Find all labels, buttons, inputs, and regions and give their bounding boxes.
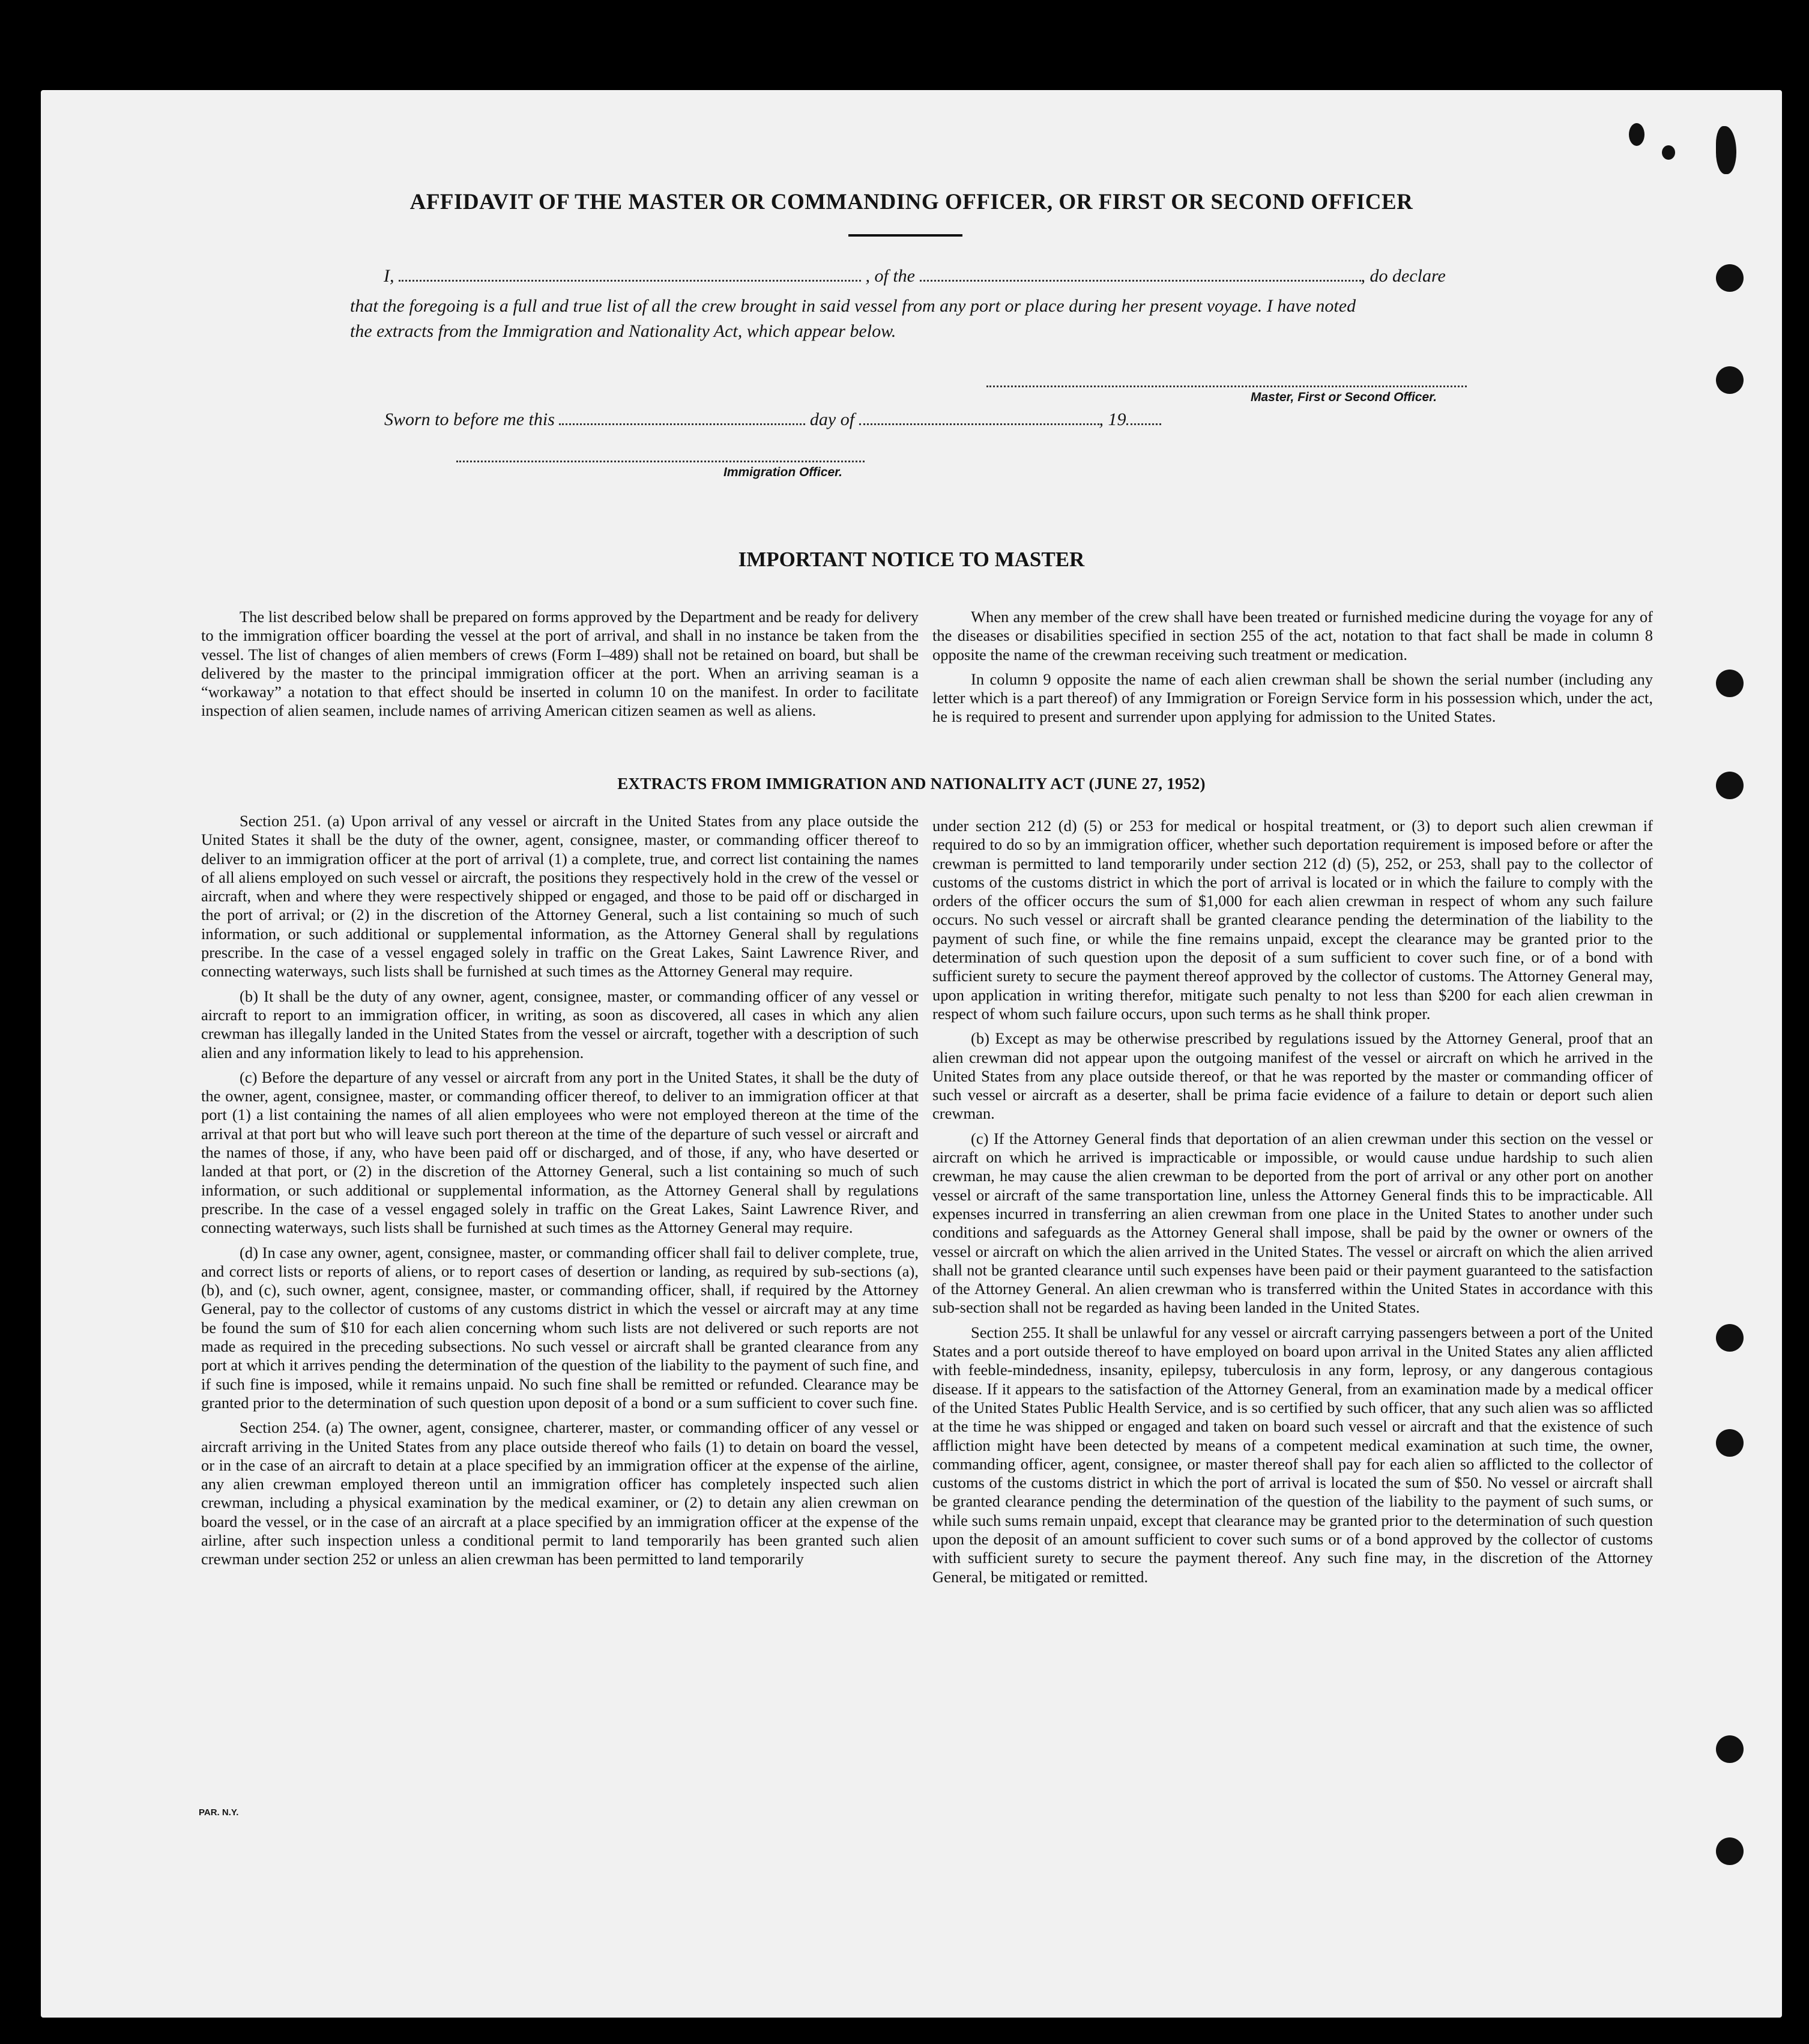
extracts-title: EXTRACTS FROM IMMIGRATION AND NATIONALITY ACT (JUNE 27, 1952)	[617, 775, 1206, 793]
extracts-left-column	[201, 812, 919, 1575]
punch-hole	[1716, 1837, 1744, 1865]
sworn-line	[384, 410, 1161, 430]
master-signature-label: Master, First or Second Officer.	[1251, 390, 1437, 404]
section-paragraph: Section 254. (a) The owner, agent, consignee, charterer, master, or commanding officer of any vessel or aircraft arriving in the United States from any place outside thereof who fails (1) to detain on board the vessel, or in the case of an aircraft to detain at a place specified by an immigration officer at the expense of the airline, any alien crewman employed thereon until an immigration officer has completely inspected such alien crewman, including a physical examination by the medical examiner, or (2) to detain any alien crewman on board the vessel, or in the case of an aircraft at a place specified by an immigration officer at the expense of the airline, after such inspection unless a conditional permit to land temporarily has been granted such alien crewman under section 252 or unless an alien crewman has been permitted to land temporarily	[201, 1418, 919, 1568]
notice-paragraph: The list described below shall be prepared on forms approved by the Department and be ready for delivery to the immigration officer boarding the vessel at the port of arrival, and shall in no instance be taken from the vessel. The list of changes of alien members of crews (Form I–489) shall not be retained on board, but shall be delivered by the master to the principal immigration officer at the port. When an arriving seaman is a “workaway” a notation to that effect should be inserted in column 10 on the manifest. In order to facilitate inspection of alien seamen, include names of arriving American citizen seamen as well as aliens.	[201, 608, 919, 720]
notice-paragraph: In column 9 opposite the name of each alien crewman shall be shown the serial number (including any letter which is a part thereof) of any Immigration or Foreign Service form in his possession which, under the act, he is required to present and surrender upon applying for admission to the United States.	[932, 670, 1653, 726]
section-paragraph: (c) If the Attorney General finds that deportation of an alien crewman under this section on the vessel or aircraft on which he arrived is impracticable or impossible, or would cause undue hardship to such alien crewman, he may cause the alien crewman to be deported from the port of arrival or any other port on another vessel or aircraft of the same transportation line, unless the Attorney General finds this to be impracticable. All expenses incurred in transferring an alien crewman from one place in the United States to another under such conditions and safeguards as the Attorney General shall impose, shall be paid by the owner or owners of the vessel or aircraft on which the alien arrived in the United States. The vessel or aircraft on which the alien arrived shall not be granted clearance until such expenses have been paid or their payment guaranteed to the satisfaction of the Attorney General. An alien crewman who is transferred within the United States in accordance with this sub-section shall not be regarded as having been landed in the United States.	[932, 1129, 1653, 1317]
of-the-label: , of the	[865, 266, 915, 286]
vessel-blank[interactable]	[920, 276, 1361, 282]
year-label: , 19	[1099, 410, 1126, 429]
sworn-year-blank[interactable]	[1126, 420, 1161, 425]
damage-mark	[1629, 123, 1644, 146]
declaration-line-2: that the foregoing is a full and true list of all the crew brought in said vessel from any port or place during her present voyage. I have noted	[350, 296, 1356, 316]
notice-right-column	[932, 608, 1653, 733]
punch-hole	[1716, 772, 1744, 799]
extracts-right-column	[932, 817, 1653, 1592]
notice-paragraph: When any member of the crew shall have been treated or furnished medicine during the voyage for any of the diseases or disabilities specified in section 255 of the act, notation to that fact shall be made in column 8 opposite the name of the crewman receiving such treatment or medication.	[932, 608, 1653, 664]
name-blank[interactable]	[399, 276, 861, 282]
immigration-officer-label: Immigration Officer.	[723, 465, 842, 479]
sworn-label: Sworn to before me this	[384, 410, 555, 429]
punch-hole	[1716, 1429, 1744, 1457]
day-of-label: day of	[809, 410, 855, 429]
section-paragraph: (b) Except as may be otherwise prescribed by regulations issued by the Attorney General, proof that an alien crewman did not appear upon the outgoing manifest of the vessel or aircraft on which he arrived in the United States from any place outside thereof, or that he was reported by the master or commanding officer of such vessel or aircraft as a deserter, shall be prima facie evidence of a failure to detain or deport such alien crewman.	[932, 1029, 1653, 1123]
punch-hole	[1716, 1324, 1744, 1352]
do-declare-label: , do declare	[1361, 266, 1446, 286]
punch-hole	[1716, 1735, 1744, 1763]
section-paragraph: (c) Before the departure of any vessel or aircraft from any port in the United States, it shall be the duty of the owner, agent, consignee, master, or commanding officer thereof, to deliver to an immigration officer at that port (1) a list containing the names of all alien employees who were not employed thereon at the time of the arrival at that port but who will leave such port thereon at the time of the departure of such vessel or aircraft and the names of those, if any, who have been paid off or discharged, and of those, if any, who have deserted or landed at that port, or (2) in the discretion of the Attorney General, such a list containing so much of such information, or such additional or supplemental information, as the Attorney General shall by regulations prescribe. In the case of a vessel engaged solely in traffic on the Great Lakes, Saint Lawrence River, and connecting waterways, such lists shall be furnished at such times as the Attorney General may require.	[201, 1068, 919, 1237]
section-paragraph: under section 212 (d) (5) or 253 for medical or hospital treatment, or (3) to deport such alien crewman if required to do so by an immigration officer, whether such deportation requirement is imposed before or after the crewman is permitted to land temporarily under section 212 (d) (5), 252, or 253, shall pay to the collector of customs of the customs district in which the port of arrival is located or in which the failure to comply with the orders of the officer occurs the sum of $1,000 for each alien crewman in respect of whom any such failure occurs. No such vessel or aircraft shall be granted clearance pending the determination of the liability to the payment of such fine, or while the fine remains unpaid, except the clearance may be granted prior to the determination of such question upon the deposit of a sum sufficient to cover such fine, or of a bond with sufficient surety to secure the payment thereof approved by the collector of customs. The Attorney General may, upon application in writing therefor, mitigate such penalty to not less than $200 for each alien crewman in respect of whom such failure occurs, upon such terms as he shall think proper.	[932, 817, 1653, 1023]
declaration-line-3: the extracts from the Immigration and Nationality Act, which appear below.	[350, 321, 896, 341]
notice-title: IMPORTANT NOTICE TO MASTER	[738, 548, 1085, 571]
section-paragraph: Section 255. It shall be unlawful for any vessel or aircraft carrying passengers between a port of the United States and a port outside thereof to have employed on board upon arrival in the United States any alien afflicted with feeble-mindedness, insanity, epilepsy, tuberculosis in any form, leprosy, or any dangerous contagious disease. If it appears to the satisfaction of the Attorney General, from an examination made by a medical officer of the United States Public Health Service, and is so certified by such officer, that any such alien was so afflicted at the time he was shipped or engaged and taken on board such vessel or aircraft and that the existence of such affliction might have been detected by means of a competent medical examination at such time, the owner, commanding officer, agent, consignee, or master thereof shall pay for each alien so afflicted to the collector of customs of the customs district in which the port of arrival is located the sum of $50. No vessel or aircraft shall be granted clearance pending the determination of the question of the liability to the payment of such sums, or while such sums remain unpaid, except that clearance may be granted prior to the determination of such question upon the deposit of an amount sufficient to cover such sums or of a bond approved by the collector of customs with sufficient surety to secure the payment thereof. Any such fine may, in the discretion of the Attorney General, be mitigated or remitted.	[932, 1323, 1653, 1586]
section-paragraph: Section 251. (a) Upon arrival of any vessel or aircraft in the United States from any place outside the United States it shall be the duty of the owner, agent, consignee, master, or commanding officer thereof to deliver to an immigration officer at the port of arrival (1) a complete, true, and correct list containing the names of all aliens employed on such vessel or aircraft, the positions they respectively hold in the crew of the vessel or aircraft, when and where they were respectively shipped or engaged, and those to be paid off or discharged in the port of arrival; or (2) in the discretion of the Attorney General, such a list containing so much of such information, or such additional or supplemental information, as the Attorney General shall by regulations prescribe. In the case of a vessel engaged solely in traffic on the Great Lakes, Saint Lawrence River, and connecting waterways, such lists shall be furnished at such times as the Attorney General may require.	[201, 812, 919, 981]
master-signature-line[interactable]	[986, 386, 1467, 387]
affidavit-title: AFFIDAVIT OF THE MASTER OR COMMANDING OFFICER, OR FIRST OR SECOND OFFICER	[409, 190, 1413, 214]
title-divider	[848, 234, 962, 237]
punch-hole	[1716, 366, 1744, 394]
declaration-line-1	[384, 266, 1446, 286]
punch-hole	[1716, 670, 1744, 697]
i-label: I,	[384, 266, 394, 286]
immigration-officer-signature-line[interactable]	[456, 461, 865, 462]
damage-mark	[1662, 145, 1675, 160]
section-paragraph: (d) In case any owner, agent, consignee, master, or commanding officer shall fail to deliver complete, true, and correct lists or reports of aliens, or to report cases of desertion or landing, as required by sub-sections (a), (b), and (c), such owner, agent, consignee, master, or commanding officer, shall, if required by the Attorney General, pay to the collector of customs of any customs district in which the vessel or aircraft may at any time be found the sum of $10 for each alien concerning whom such lists are not delivered or such reports are not made as required in the preceding subsections. No such vessel or aircraft shall be granted clearance from any port at which it arrives pending the determination of the question of the liability to the payment of such fine, and if such fine is imposed, while it remains unpaid. No such fine shall be remitted or refunded. Clearance may be granted prior to the determination of such question upon deposit of a bond or a sum sufficient to cover such fine.	[201, 1243, 919, 1412]
document-page	[41, 90, 1782, 2018]
sworn-day-blank[interactable]	[559, 420, 805, 425]
punch-hole	[1716, 264, 1744, 292]
printer-mark: PAR. N.Y.	[199, 1807, 239, 1818]
notice-left-column	[201, 608, 919, 727]
damage-mark	[1716, 126, 1736, 174]
sworn-month-blank[interactable]	[859, 420, 1099, 425]
section-paragraph: (b) It shall be the duty of any owner, agent, consignee, master, or commanding officer of any vessel or aircraft to report to an immigration officer, in writing, as soon as discovered, all cases in which any alien crewman has illegally landed in the United States from the vessel or aircraft, together with a description of such alien and any information likely to lead to his apprehension.	[201, 987, 919, 1062]
